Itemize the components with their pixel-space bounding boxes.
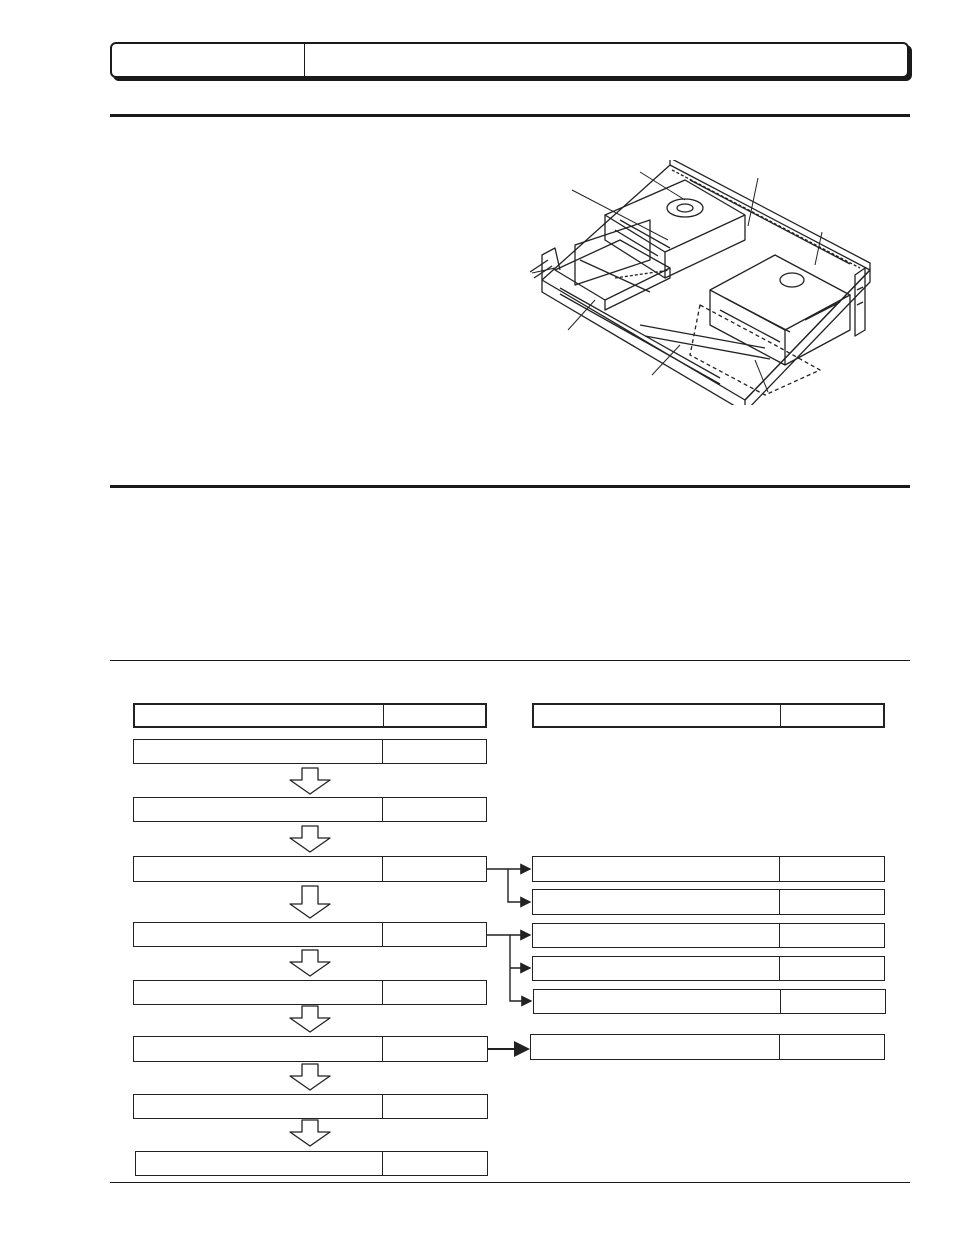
flow-box-right-1 (532, 703, 885, 728)
header-divider (304, 44, 305, 76)
flow-box-right-2 (532, 856, 885, 882)
flow-box-separator (383, 705, 384, 726)
flow-box-left-7 (133, 1036, 488, 1062)
flow-box-separator (780, 990, 781, 1013)
flow-box-left-2 (133, 739, 487, 764)
flow-box-left-9 (135, 1151, 488, 1176)
middle-rule (110, 485, 910, 488)
flow-box-separator (382, 857, 383, 881)
flow-box-separator (382, 923, 383, 946)
bottom-rule (110, 1182, 910, 1183)
flow-box-separator (382, 1152, 383, 1175)
flow-arrow-1 (290, 768, 330, 794)
flow-box-separator (779, 890, 780, 914)
section-header-box (110, 42, 909, 78)
flow-arrow-2 (290, 826, 330, 852)
flow-box-left-5 (133, 922, 487, 947)
flow-box-right-3 (532, 889, 885, 915)
flow-arrow-6 (290, 1064, 330, 1090)
section-label (112, 44, 304, 76)
flow-box-separator (382, 1037, 383, 1061)
flow-box-separator (780, 705, 781, 726)
flow-box-left-3 (133, 797, 487, 822)
flow-box-separator (382, 1095, 383, 1118)
flow-arrow-5 (290, 1006, 330, 1032)
unit-interior-diagram (520, 160, 880, 405)
flow-box-right-7 (530, 1034, 885, 1060)
flowchart-rule (110, 660, 910, 661)
flow-arrow-7 (290, 1120, 330, 1146)
flow-box-separator (382, 981, 383, 1004)
flow-box-separator (779, 1035, 780, 1059)
flow-box-right-4 (532, 923, 885, 948)
flow-box-separator (779, 957, 780, 980)
flow-box-separator (779, 924, 780, 947)
flow-box-left-4 (133, 856, 487, 882)
flow-arrow-4 (290, 950, 330, 976)
flow-box-left-1 (133, 703, 487, 728)
flow-box-right-6 (533, 989, 886, 1014)
flow-box-separator (382, 798, 383, 821)
flow-box-separator (382, 740, 383, 763)
section-title (306, 44, 902, 76)
flow-box-left-6 (133, 980, 487, 1005)
flow-arrow-3 (290, 886, 330, 918)
flow-box-separator (779, 857, 780, 881)
flow-box-left-8 (133, 1094, 488, 1119)
top-rule (110, 114, 910, 117)
flow-box-right-5 (532, 956, 885, 981)
